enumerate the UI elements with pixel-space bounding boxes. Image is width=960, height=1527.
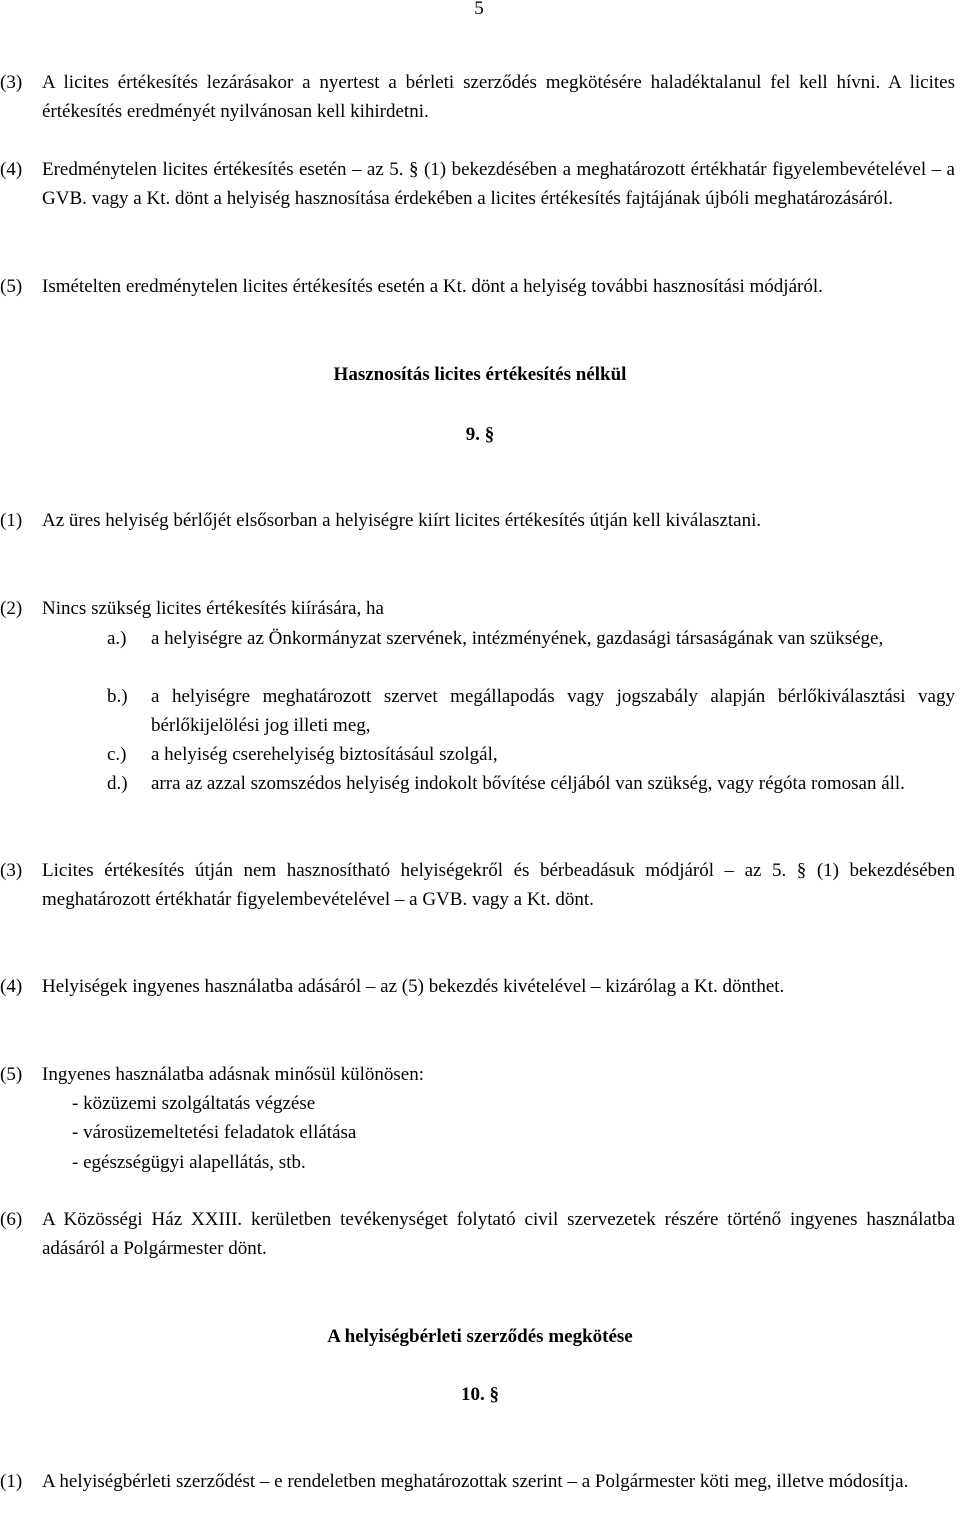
section-title: A helyiségbérleti szerződés megkötése xyxy=(327,1326,633,1347)
paragraph-number: (1) xyxy=(0,1471,23,1492)
list-item-c xyxy=(107,740,955,769)
paragraph-9-6 xyxy=(0,1205,955,1263)
dash-item: - egészségügyi alapellátás, stb. xyxy=(72,1152,306,1173)
list-label: a.) xyxy=(107,628,127,649)
paragraph-number: (5) xyxy=(0,276,23,297)
section-title: Hasznosítás licites értékesítés nélkül xyxy=(333,364,627,385)
paragraph-number: (3) xyxy=(0,860,23,881)
paragraph-text: Nincs szükség licites értékesítés kiírására, ha xyxy=(42,598,384,619)
paragraph-number: (4) xyxy=(0,976,23,997)
list-item-d xyxy=(107,769,955,798)
paragraph-text: Licites értékesítés útján nem hasznosítható helyiségekről és bérbeadásuk módjáról – az 5. § (1) bekezdésében meghatározott értékhatár figyelembevételével – a GVB. vagy a Kt. dönt. xyxy=(42,860,955,910)
dash-item: - közüzemi szolgáltatás végzése xyxy=(72,1093,316,1114)
list-label: b.) xyxy=(107,686,128,707)
paragraph-9-4 xyxy=(0,972,955,1001)
paragraph-9-1 xyxy=(0,506,955,535)
section-number: 10. § xyxy=(461,1384,499,1405)
paragraph-text: Ingyenes használatba adásnak minősül különösen: xyxy=(42,1064,425,1085)
paragraph-text: Ismételten eredménytelen licites értékesítés esetén a Kt. dönt a helyiség további hasznosítási módjáról. xyxy=(42,276,823,297)
paragraph-8-4 xyxy=(0,155,955,213)
list-text: a helyiség cserehelyiség biztosításául szolgál, xyxy=(151,744,498,765)
paragraph-number: (1) xyxy=(0,510,23,531)
paragraph-number: (3) xyxy=(0,72,23,93)
page-number: 5 xyxy=(474,0,484,19)
paragraph-8-5 xyxy=(0,272,955,301)
paragraph-8-3 xyxy=(0,68,955,126)
list-text: a helyiségre az Önkormányzat szervének, intézményének, gazdasági társaságának van szüksége, xyxy=(151,628,884,649)
dash-item: - városüzemeltetési feladatok ellátása xyxy=(72,1122,357,1143)
list-item-a xyxy=(107,624,955,653)
paragraph-text: A helyiségbérleti szerződést – e rendeletben meghatározottak szerint – a Polgármester köti meg, illetve módosítja. xyxy=(42,1471,909,1492)
paragraph-text: Helyiségek ingyenes használatba adásáról – az (5) bekezdés kivételével – kizárólag a Kt. dönthet. xyxy=(42,976,785,997)
list-label: c.) xyxy=(107,744,127,765)
list-item-b xyxy=(107,682,955,740)
paragraph-text: A Közösségi Ház XXIII. kerületben tevékenységet folytató civil szervezetek részére történő ingyenes használatba adásáról a Polgármester dönt. xyxy=(42,1209,955,1259)
section-number: 9. § xyxy=(465,424,495,445)
paragraph-text: Az üres helyiség bérlőjét elsősorban a helyiségre kiírt licites értékesítés útján kell kiválasztani. xyxy=(42,510,762,531)
list-text: arra az azzal szomszédos helyiség indokolt bővítése céljából van szükség, vagy régóta romosan áll. xyxy=(151,773,905,794)
paragraph-9-5 xyxy=(0,1060,955,1089)
paragraph-text: Eredménytelen licites értékesítés esetén – az 5. § (1) bekezdésében a meghatározott értékhatár figyelembevételével – a GVB. vagy a Kt. dönt a helyiség hasznosítása érdekében a licites értékesítés fajtájának újbóli meghatározásáról. xyxy=(42,159,955,209)
paragraph-number: (5) xyxy=(0,1064,23,1085)
paragraph-9-3 xyxy=(0,856,955,914)
paragraph-number: (2) xyxy=(0,598,23,619)
paragraph-number: (6) xyxy=(0,1209,23,1230)
paragraph-9-2 xyxy=(0,594,955,623)
list-label: d.) xyxy=(107,773,128,794)
list-text: a helyiségre meghatározott szervet megállapodás vagy jogszabály alapján bérlőkiválasztási vagy bérlőkijelölési jog illeti meg, xyxy=(151,686,955,736)
paragraph-number: (4) xyxy=(0,159,23,180)
paragraph-text: A licites értékesítés lezárásakor a nyertest a bérleti szerződés megkötésére haladéktalanul fel kell hívni. A licites értékesítés eredményét nyilvánosan kell kihirdetni. xyxy=(42,72,955,122)
paragraph-10-1 xyxy=(0,1467,955,1496)
